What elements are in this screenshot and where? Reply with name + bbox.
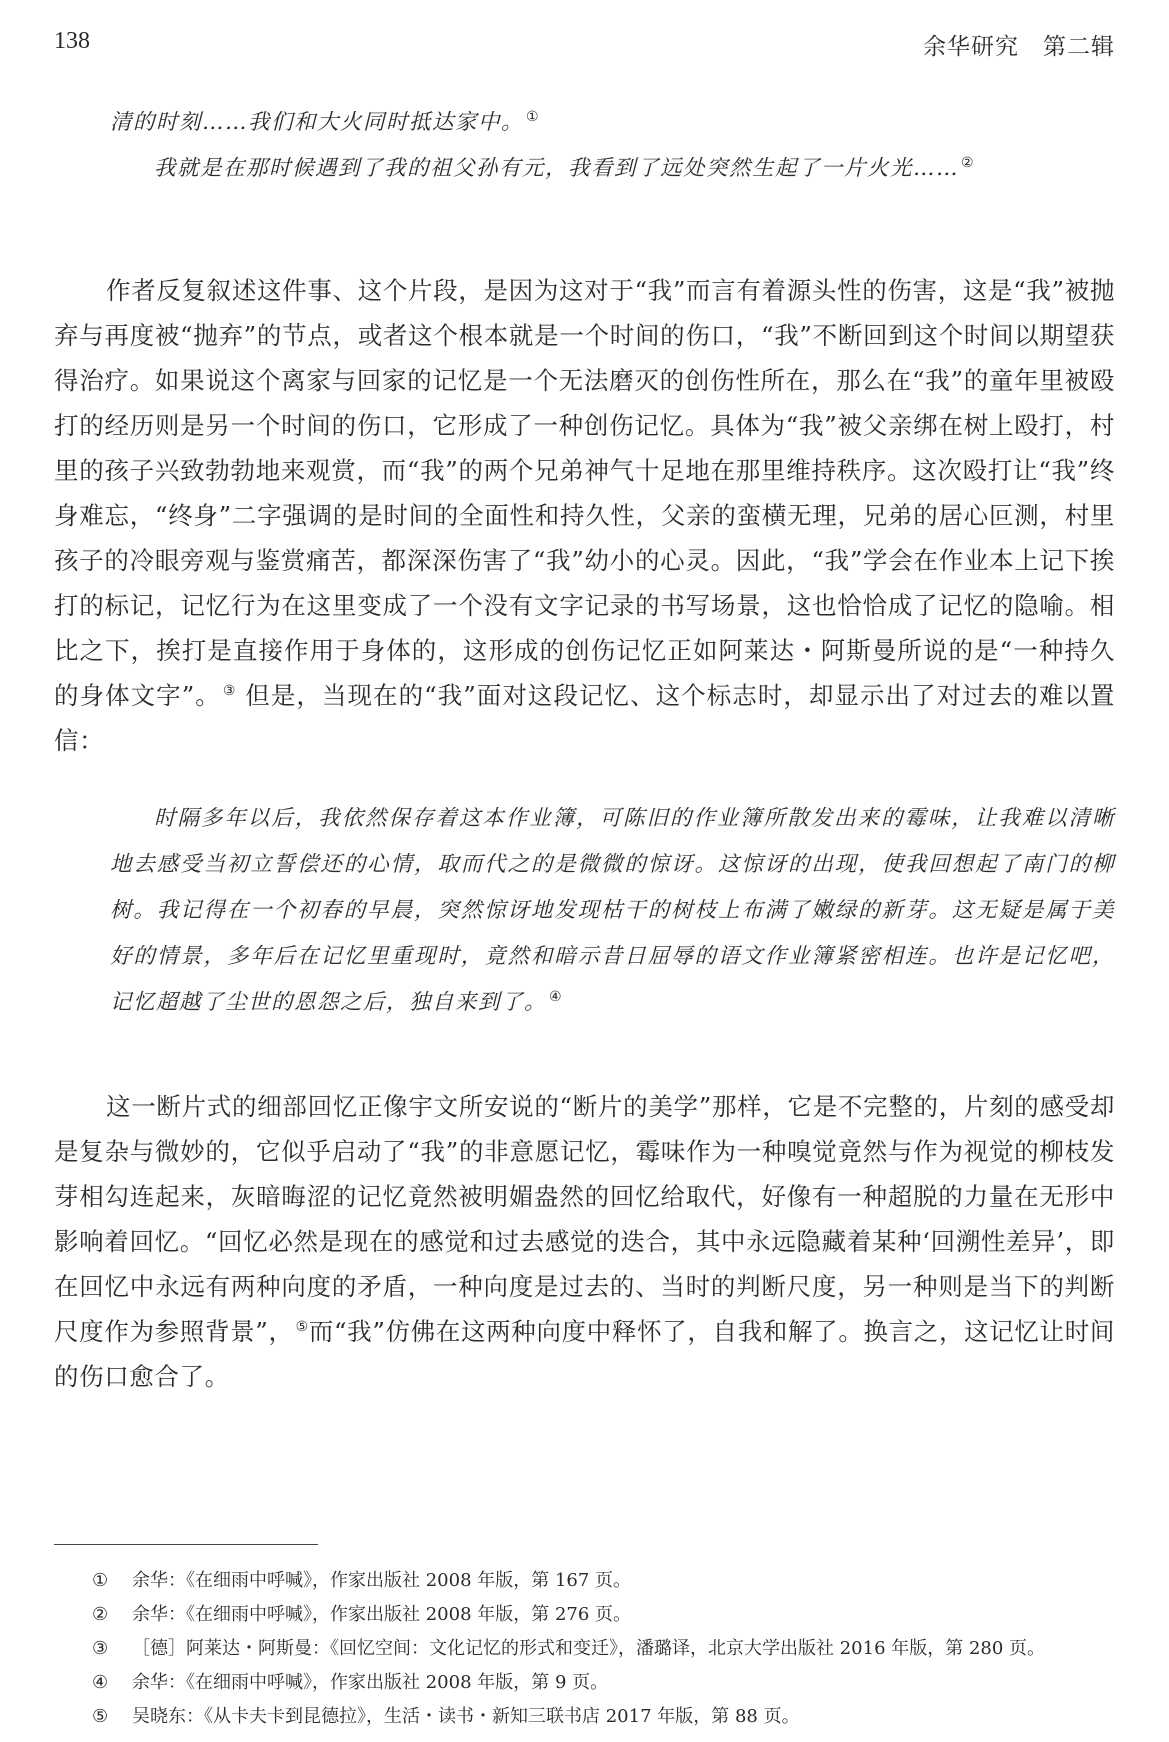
footnote-divider (54, 1544, 318, 1545)
footnote-text: 余华：《在细雨中呼喊》，作家出版社 2008 年版，第 167 页。 (132, 1570, 632, 1591)
footnote-mark: ② (92, 1604, 109, 1625)
footnote-text: 余华：《在细雨中呼喊》，作家出版社 2008 年版，第 276 页。 (132, 1604, 632, 1625)
footnote-mark: ④ (92, 1672, 109, 1693)
footnote-item (92, 1598, 1132, 1632)
footnote-text: ［德］阿莱达・阿斯曼：《回忆空间：文化记忆的形式和变迁》，潘璐译，北京大学出版社 2016 年版，第 280 页。 (132, 1638, 1046, 1659)
footnote-item (92, 1700, 1132, 1734)
footnote-ref-3[interactable]: ③ (222, 682, 237, 699)
footnote-text: 余华：《在细雨中呼喊》，作家出版社 2008 年版，第 9 页。 (132, 1672, 609, 1693)
quote-1-para-2: 我就是在那时候遇到了我的祖父孙有元，我看到了远处突然生起了一片火光…… ② (154, 154, 976, 181)
block-quote-1 (110, 100, 1115, 192)
page-number: 138 (54, 28, 90, 54)
footnote-text: 吴晓东：《从卡夫卡到昆德拉》，生活・读书・新知三联书店 2017 年版，第 88 页。 (132, 1706, 800, 1727)
footnote-mark: ③ (92, 1638, 109, 1659)
footnote-item (92, 1564, 1132, 1598)
footnote-mark: ① (92, 1570, 109, 1591)
footnote-mark: ⑤ (92, 1706, 109, 1727)
footnote-item (92, 1632, 1132, 1666)
body-paragraph-1: 作者反复叙述这件事、这个片段，是因为这对于“我”而言有着源头性的伤害，这是“我”被抛弃与再度被“抛弃”的节点，或者这个根本就是一个时间的伤口，“我”不断回到这个时间以期望获得治疗。如果说这个离家与回家的记忆是一个无法磨灭的创伤性所在，那么在“我”的童年里被殴打的经历则是另一个时间的伤口，它形成了一种创伤记忆。具体为“我”被父亲绑在树上殴打，村里的孩子兴致勃勃地来观赏，而“我”的两个兄弟神气十足地在那里维持秩序。这次殴打让“我”终身难忘，“终身”二字强调的是时间的全面性和持久性，父亲的蛮横无理，兄弟的居心叵测，村里孩子的冷眼旁观与鉴赏痛苦，都深深伤害了“我”幼小的心灵。因此，“我”学会在作业本上记下挨打的标记，记忆行为在这里变成了一个没有文字记录的书写场景，这也恰恰成了记忆的隐喻。相比之下，挨打是直接作用于身体的，这形成的创伤记忆正如阿莱达・阿斯曼所说的是“一种持久的身体文字”。 ③ 但是，当现在的“我”面对这段记忆、这个标志时，却显示出了对过去的难以置信： (54, 276, 1116, 755)
footnote-ref-5[interactable]: ⑤ (295, 1318, 309, 1335)
footnote-ref-1[interactable]: ① (526, 108, 541, 125)
footnote-ref-4[interactable]: ④ (549, 988, 564, 1005)
running-header-title: 余华研究 第二辑 (923, 34, 1115, 60)
block-quote-2 (110, 796, 1115, 1026)
footnotes (92, 1564, 1132, 1734)
quote-2-text: 时隔多年以后，我依然保存着这本作业簿，可陈旧的作业簿所散发出来的霉味，让我难以清晰地去感受当初立誓偿还的心情，取而代之的是微微的惊讶。这惊讶的出现，使我回想起了南门的柳树。我记得在一个初春的早晨，突然惊讶地发现枯干的树枝上布满了嫩绿的新芽。这无疑是属于美好的情景，多年后在记忆里重现时，竟然和暗示昔日屈辱的语文作业簿紧密相连。也许是记忆吧，记忆超越了尘世的恩怨之后，独自来到了。 ④ (110, 806, 1115, 1015)
footnote-item (92, 1666, 1132, 1700)
quote-1-line-1: 清的时刻……我们和大火同时抵达家中。 ① (110, 108, 541, 135)
footnote-ref-2[interactable]: ② (961, 154, 976, 171)
body-paragraph-2: 这一断片式的细部回忆正像宇文所安说的“断片的美学”那样，它是不完整的，片刻的感受却是复杂与微妙的，它似乎启动了“我”的非意愿记忆，霉味作为一种嗅觉竟然与作为视觉的柳枝发芽相勾连起来，灰暗晦涩的记忆竟然被明媚盎然的回忆给取代，好像有一种超脱的力量在无形中影响着回忆。“回忆必然是现在的感觉和过去感觉的迭合，其中永远隐藏着某种‘回溯性差异’，即在回忆中永远有两种向度的矛盾，一种向度是过去的、当时的判断尺度，另一种则是当下的判断尺度作为参照背景”， ⑤而“我”仿佛在这两种向度中释怀了，自我和解了。换言之，这记忆让时间的伤口愈合了。 (54, 1092, 1116, 1391)
